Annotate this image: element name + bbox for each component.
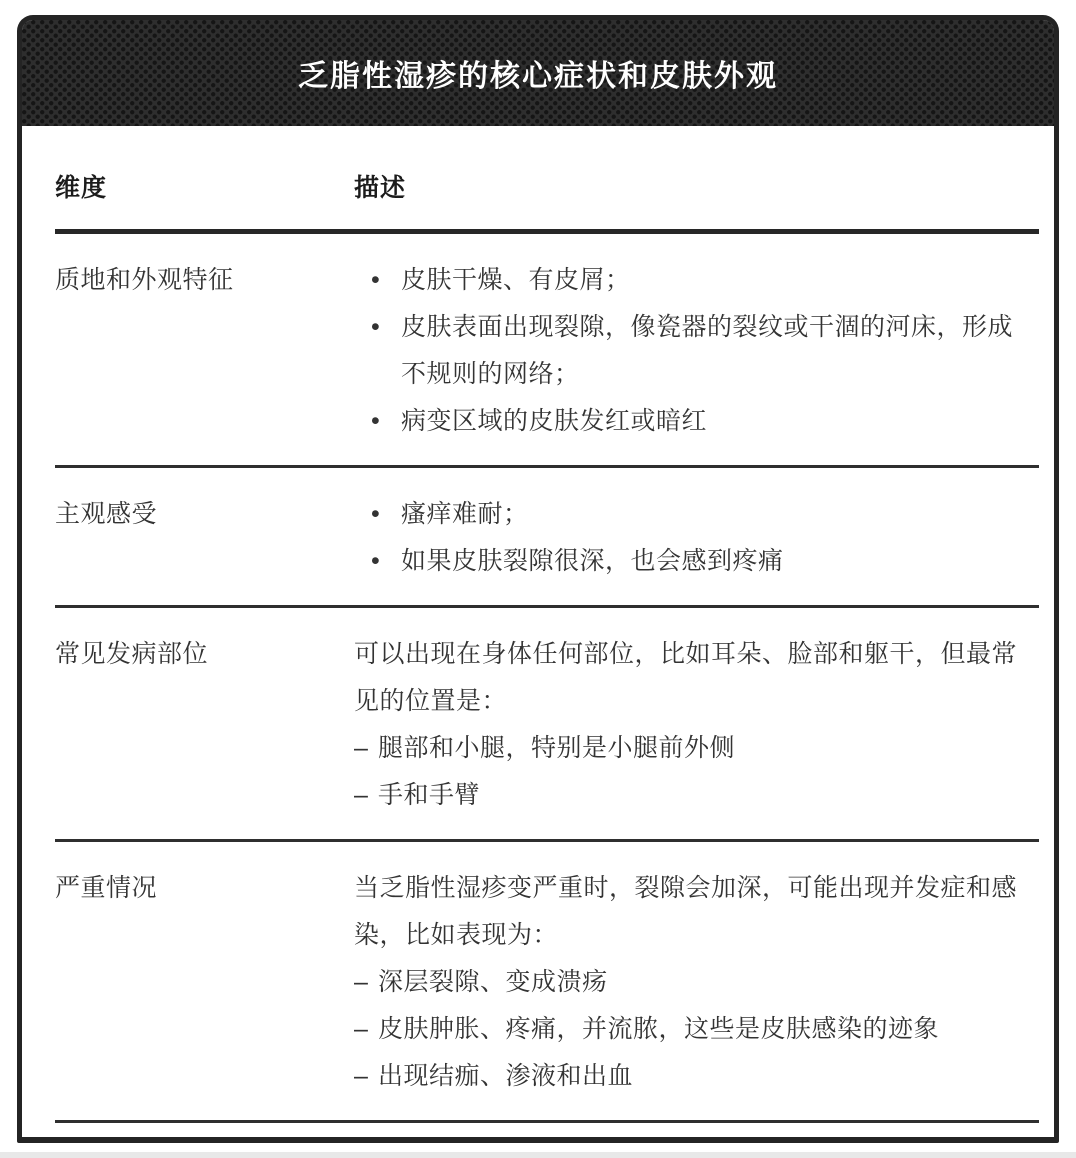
bullet-marker: • <box>371 313 381 341</box>
dimension-cell: 质地和外观特征 <box>55 266 234 294</box>
description-cell <box>354 491 1022 585</box>
description-lead: 当乏脂性湿疹变严重时，裂隙会加深，可能出现并发症和感染，比如表现为： <box>354 874 1018 949</box>
dash-list-item <box>354 1006 1022 1053</box>
item-text: 腿部和小腿，特别是小腿前外侧 <box>378 734 736 762</box>
item-text: 瘙痒难耐； <box>401 500 529 528</box>
bullet-list-item <box>354 257 1022 304</box>
bullet-list-item <box>354 538 1022 585</box>
dash-marker: – <box>354 781 369 809</box>
bullet-list-item <box>354 398 1022 445</box>
dash-marker: – <box>354 1015 369 1043</box>
dash-list-item <box>354 725 1022 772</box>
description-lead: 可以出现在身体任何部位，比如耳朵、脸部和躯干，但最常见的位置是： <box>354 640 1018 715</box>
table-header-row <box>55 126 1039 234</box>
item-text: 皮肤肿胀、疼痛，并流脓，这些是皮肤感染的迹象 <box>378 1015 940 1043</box>
item-text: 如果皮肤裂隙很深，也会感到疼痛 <box>401 547 784 575</box>
bullet-marker: • <box>371 407 381 435</box>
footer-strip <box>0 1152 1076 1158</box>
dash-list-item <box>354 1053 1022 1100</box>
table-body <box>55 234 1039 1123</box>
column-header-description: 描述 <box>354 174 407 202</box>
bullet-list-item <box>354 491 1022 538</box>
item-text: 皮肤干燥、有皮屑； <box>401 266 631 294</box>
dash-list-item <box>354 959 1022 1006</box>
card-title: 乏脂性湿疹的核心症状和皮肤外观 <box>298 60 778 93</box>
card-body <box>22 126 1054 1123</box>
bullet-marker: • <box>371 547 381 575</box>
bullet-marker: • <box>371 500 381 528</box>
symptom-table-card <box>17 15 1059 1143</box>
dash-marker: – <box>354 1062 369 1090</box>
dash-marker: – <box>354 968 369 996</box>
item-text: 深层裂隙、变成溃疡 <box>378 968 608 996</box>
bullet-list-item <box>354 304 1022 398</box>
item-text: 皮肤表面出现裂隙，像瓷器的裂纹或干涸的河床，形成不规则的网络； <box>401 313 1014 388</box>
item-text: 手和手臂 <box>378 781 481 809</box>
item-text: 病变区域的皮肤发红或暗红 <box>401 407 708 435</box>
dimension-cell: 主观感受 <box>55 500 158 528</box>
dash-list-item <box>354 772 1022 819</box>
description-cell <box>354 631 1022 819</box>
column-header-dimension: 维度 <box>55 174 108 202</box>
dimension-cell: 严重情况 <box>55 874 158 902</box>
table-row <box>55 468 1039 608</box>
table-row <box>55 608 1039 842</box>
bullet-marker: • <box>371 266 381 294</box>
dash-marker: – <box>354 734 369 762</box>
description-cell <box>354 865 1022 1100</box>
description-cell <box>354 257 1022 445</box>
table-row <box>55 234 1039 468</box>
dimension-cell: 常见发病部位 <box>55 640 209 668</box>
card-header <box>22 20 1054 126</box>
table-row <box>55 842 1039 1123</box>
item-text: 出现结痂、渗液和出血 <box>378 1062 634 1090</box>
